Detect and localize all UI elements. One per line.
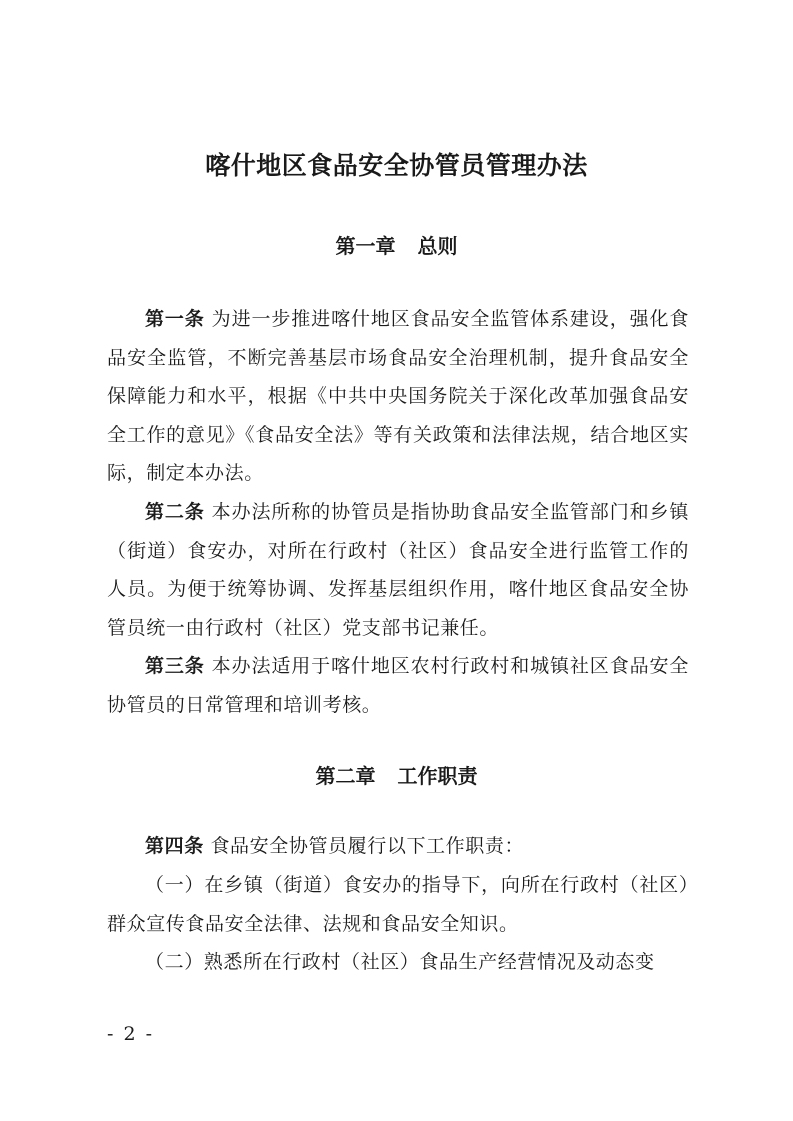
article-2-text: 本办法所称的协管员是指协助食品安全监管部门和乡镇（街道）食安办，对所在行政村（社区）食品安全进行监管工作的人员。为便于统筹协调、发挥基层组织作用，喀什地区食品安全协管员统一由行政村（社区）党支部书记兼任。 — [107, 501, 690, 639]
chapter-1-heading — [0, 230, 793, 259]
article-3-label: 第三条 — [145, 655, 205, 677]
article-1-text: 为进一步推进喀什地区食品安全监管体系建设，强化食品安全监管，不断完善基层市场食品安全治理机制，提升食品安全保障能力和水平，根据《中共中央国务院关于深化改革加强食品安全工作的意见》《食品安全法》等有关政策和法律法规，结合地区实际，制定本办法。 — [107, 308, 690, 484]
article-1 — [107, 300, 689, 493]
document-title: 喀什地区食品安全协管员管理办法 — [205, 151, 588, 180]
article-4 — [107, 827, 689, 866]
article-3-text: 本办法适用于喀什地区农村行政村和城镇社区食品安全协管员的日常管理和培训考核。 — [107, 655, 690, 716]
duty-item-2: （二）熟悉所在行政村（社区）食品生产经营情况及动态变 — [145, 951, 655, 973]
chapter-1-name: 总则 — [417, 234, 458, 258]
article-4-label: 第四条 — [145, 835, 204, 857]
article-4-text: 食品安全协管员履行以下工作职责： — [210, 835, 525, 857]
article-3 — [107, 647, 689, 724]
article-2 — [107, 493, 689, 647]
chapter-2-number: 第二章 — [315, 764, 376, 788]
chapter-2-heading — [0, 760, 793, 789]
article-2-label: 第二条 — [145, 501, 205, 523]
chapter-2-name: 工作职责 — [397, 764, 478, 788]
article-1-label: 第一条 — [145, 308, 205, 330]
chapter-1-number: 第一章 — [335, 234, 396, 258]
page-number: - 2 - — [107, 1023, 155, 1045]
duty-item-1: （一）在乡镇（街道）食安办的指导下，向所在行政村（社区）群众宣传食品安全法律、法规和食品安全知识。 — [107, 874, 689, 935]
